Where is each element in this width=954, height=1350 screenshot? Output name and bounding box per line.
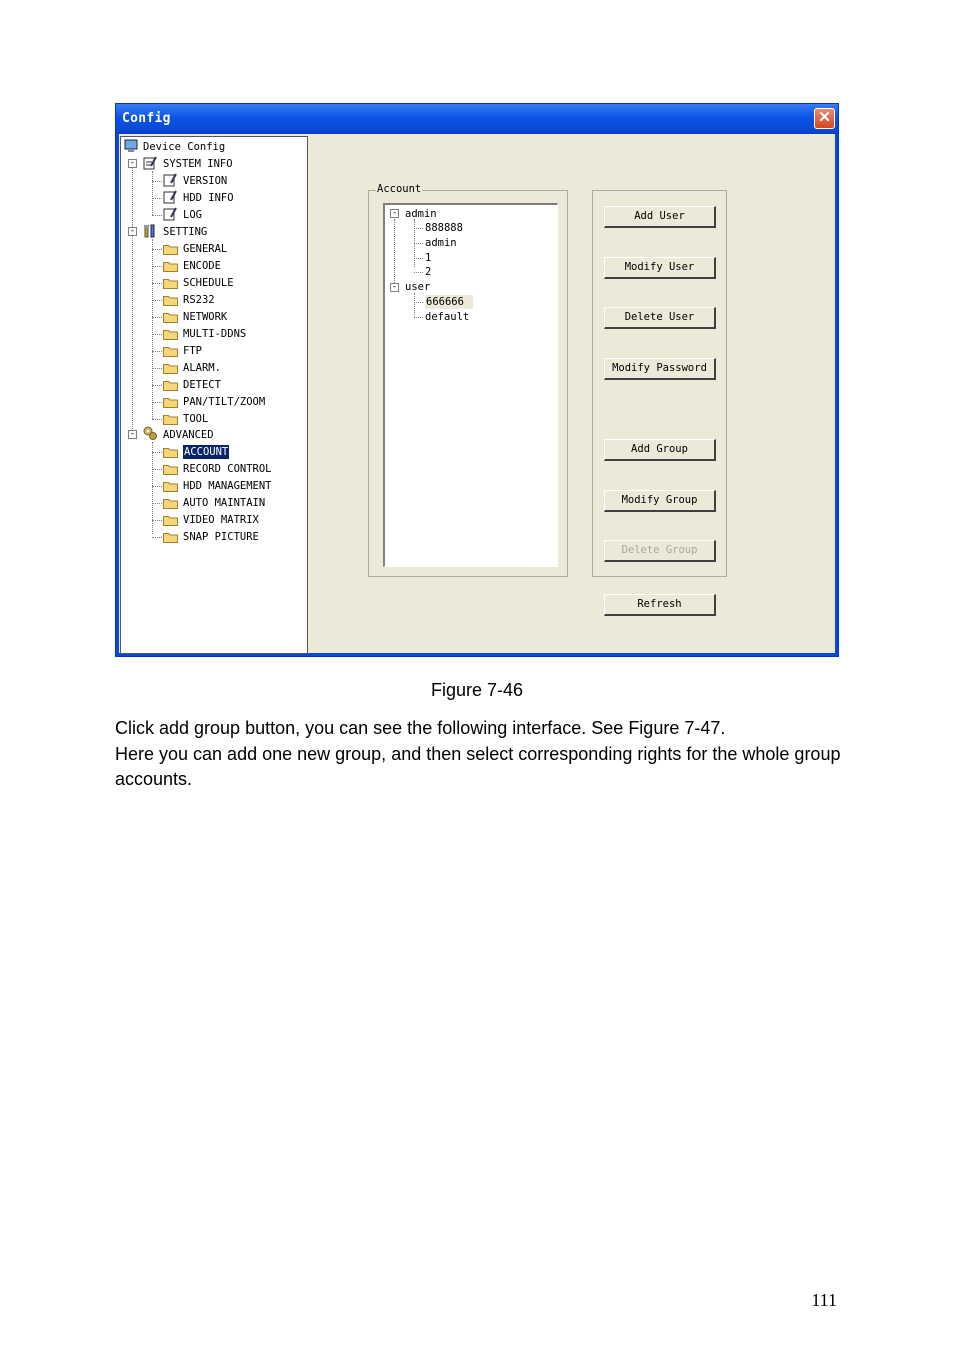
tree-connector [394, 219, 395, 285]
folder-icon [163, 346, 178, 357]
close-button[interactable]: ✕ [814, 108, 835, 129]
collapse-system-info-icon[interactable]: - [129, 158, 136, 168]
tree-connector [152, 520, 162, 521]
tree-connector [414, 243, 423, 244]
config-window [115, 103, 839, 657]
group-admin[interactable]: admin [405, 208, 437, 220]
tree-section-system-info[interactable]: SYSTEM INFO [163, 158, 233, 170]
tree-connector [152, 317, 162, 318]
config-tree [120, 136, 308, 654]
tree-connector [414, 228, 423, 229]
computer-icon [124, 139, 138, 153]
window-frame-left [116, 134, 119, 656]
folder-icon [163, 464, 178, 475]
tree-item-general[interactable]: GENERAL [183, 243, 228, 255]
tree-connector [132, 161, 133, 433]
setting-tools-icon [143, 224, 157, 238]
tree-item-auto-maintain[interactable]: AUTO MAINTAIN [183, 497, 266, 509]
tree-connector [152, 283, 162, 284]
folder-icon [163, 515, 178, 526]
folder-icon [163, 295, 178, 306]
version-icon [163, 173, 177, 187]
page-number: 111 [811, 1290, 837, 1310]
collapse-admin-group-icon[interactable]: - [391, 208, 398, 218]
user-admin[interactable]: admin [425, 237, 457, 249]
tree-connector [414, 302, 423, 303]
collapse-user-group-icon[interactable]: - [391, 282, 398, 292]
folder-icon [163, 329, 178, 340]
window-frame-right [835, 134, 838, 656]
tree-connector [152, 181, 162, 182]
tree-connector [152, 171, 153, 215]
tree-item-ftp[interactable]: FTP [183, 345, 202, 357]
collapse-setting-icon[interactable]: - [129, 226, 136, 236]
tree-connector [152, 486, 162, 487]
body-line-2: Here you can add one new group, and then select corresponding rights for the whole group accounts. [115, 743, 841, 789]
tree-item-video-matrix[interactable]: VIDEO MATRIX [183, 514, 259, 526]
modify-group-button[interactable]: Modify Group [604, 490, 716, 512]
folder-icon [163, 380, 178, 391]
delete-user-button[interactable]: Delete User [604, 307, 716, 329]
tree-item-multi-ddns[interactable]: MULTI-DDNS [183, 328, 247, 340]
tree-item-encode[interactable]: ENCODE [183, 260, 221, 272]
folder-icon [163, 312, 178, 323]
tree-item-version[interactable]: VERSION [183, 175, 228, 187]
account-tree [383, 203, 558, 567]
account-groupbox [368, 183, 568, 577]
button-groupbox [592, 190, 727, 577]
tree-item-hdd-management[interactable]: HDD MANAGEMENT [183, 480, 272, 492]
tree-connector [152, 334, 162, 335]
body-line-1: Click add group button, you can see the following interface. See Figure 7-47. [115, 718, 726, 738]
tree-connector [152, 266, 162, 267]
tree-connector [414, 272, 423, 273]
tree-root-device-config[interactable]: Device Config [143, 141, 226, 153]
tree-connector [152, 537, 162, 538]
folder-icon [163, 447, 178, 458]
user-888888[interactable]: 888888 [425, 222, 463, 234]
tree-item-pan-tilt-zoom[interactable]: PAN/TILT/ZOOM [183, 396, 266, 408]
advanced-gears-icon [143, 426, 157, 440]
tree-connector [152, 351, 162, 352]
tree-connector [152, 503, 162, 504]
folder-icon [163, 532, 178, 543]
folder-icon [163, 261, 178, 272]
tree-connector [152, 215, 162, 216]
tree-item-rs232[interactable]: RS232 [183, 294, 215, 306]
collapse-advanced-icon[interactable]: - [129, 429, 136, 439]
tree-section-advanced[interactable]: ADVANCED [163, 429, 214, 441]
tree-item-tool[interactable]: TOOL [183, 413, 209, 425]
tree-connector [414, 293, 415, 317]
folder-icon [163, 414, 178, 425]
account-legend: Account [377, 183, 422, 195]
tree-connector [414, 258, 423, 259]
folder-icon [163, 397, 178, 408]
user-666666-selected[interactable]: 666666 [425, 295, 473, 309]
tree-item-alarm[interactable]: ALARM. [183, 362, 221, 374]
folder-icon [163, 278, 178, 289]
window-title: Config [122, 111, 171, 126]
tree-connector [152, 452, 162, 453]
hdd-info-icon [163, 190, 177, 204]
tree-connector [152, 385, 162, 386]
system-info-icon [143, 156, 157, 170]
tree-item-record-control[interactable]: RECORD CONTROL [183, 463, 272, 475]
tree-item-account[interactable]: ACCOUNT [184, 446, 229, 458]
refresh-button[interactable]: Refresh [604, 594, 716, 616]
tree-section-setting[interactable]: SETTING [163, 226, 208, 238]
user-default[interactable]: default [425, 311, 470, 323]
tree-item-detect[interactable]: DETECT [183, 379, 221, 391]
modify-password-button[interactable]: Modify Password [604, 358, 716, 380]
user-2[interactable]: 2 [425, 266, 432, 278]
folder-icon [163, 244, 178, 255]
tree-item-network[interactable]: NETWORK [183, 311, 228, 323]
delete-group-button: Delete Group [604, 540, 716, 562]
tree-connector [152, 198, 162, 199]
tree-item-log[interactable]: LOG [183, 209, 202, 221]
group-user[interactable]: user [405, 281, 431, 293]
tree-connector [152, 249, 162, 250]
modify-user-button[interactable]: Modify User [604, 257, 716, 279]
add-group-button[interactable]: Add Group [604, 439, 716, 461]
folder-icon [163, 481, 178, 492]
tree-connector [152, 300, 162, 301]
tree-connector [152, 469, 162, 470]
folder-icon [163, 498, 178, 509]
tree-connector [152, 368, 162, 369]
tree-connector [152, 419, 162, 420]
tree-connector [414, 317, 423, 318]
tree-item-snap-picture[interactable]: SNAP PICTURE [183, 531, 259, 543]
user-1[interactable]: 1 [425, 252, 432, 264]
folder-icon [163, 363, 178, 374]
figure-caption: Figure 7-46 [430, 680, 524, 700]
tree-item-schedule[interactable]: SCHEDULE [183, 277, 234, 289]
log-icon [163, 207, 177, 221]
add-user-button[interactable]: Add User [604, 206, 716, 228]
tree-connector [152, 402, 162, 403]
tree-item-hdd-info[interactable]: HDD INFO [183, 192, 234, 204]
body-paragraph [115, 716, 855, 793]
title-bar[interactable] [116, 104, 838, 134]
